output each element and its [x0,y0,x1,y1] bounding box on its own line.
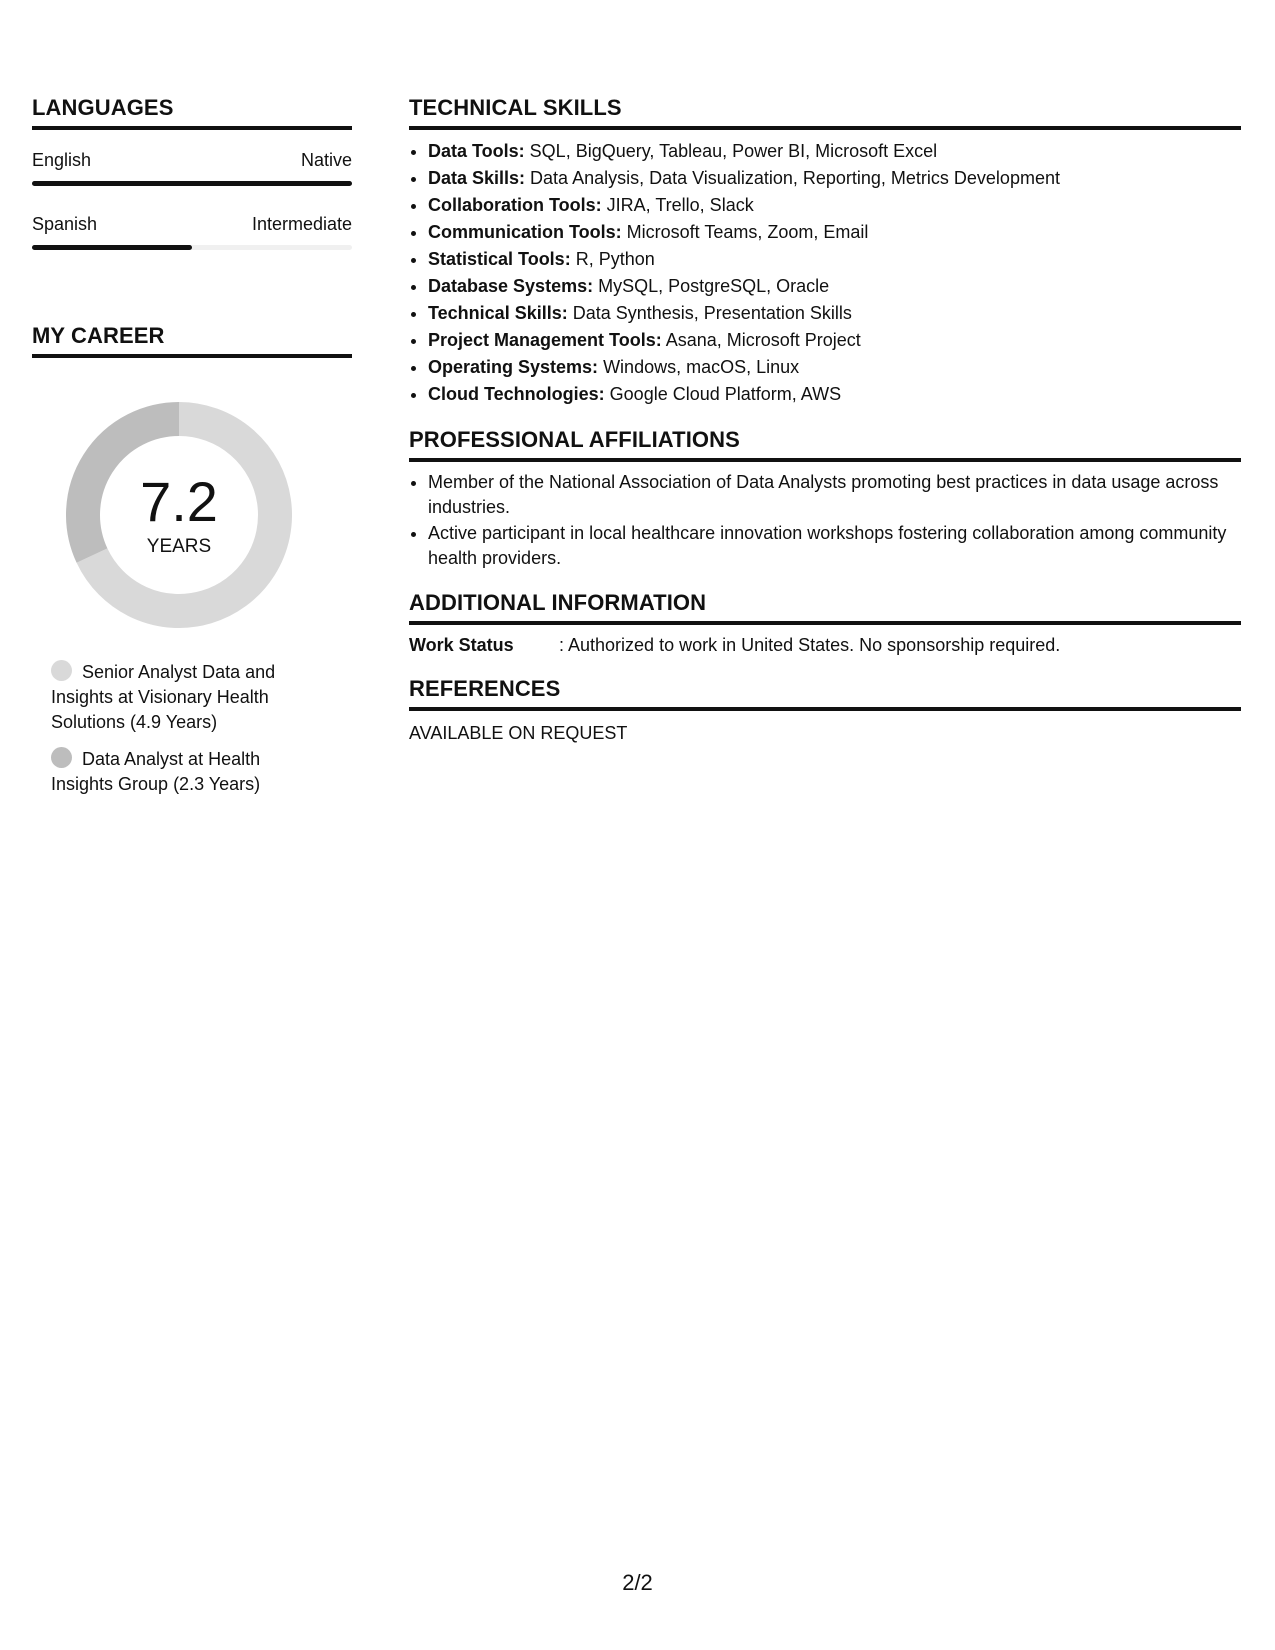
languages-section [32,94,352,250]
skill-value: Microsoft Teams, Zoom, Email [621,222,869,242]
language-item [32,212,352,250]
technical-skills-section [409,94,1241,408]
skill-value: JIRA, Trello, Slack [601,195,754,215]
page-number: 2/2 [622,1570,653,1595]
skill-value: Windows, macOS, Linux [598,357,800,377]
skill-label: Database Systems: [428,276,594,296]
skill-item [428,381,1241,408]
skill-label: Data Skills: [428,168,526,188]
career-job-label: Senior Analyst Data and Insights at Visionary Health Solutions (4.9 Years) [51,662,276,732]
skill-item [428,300,1241,327]
right-column [409,94,1241,745]
language-proficiency-bar [32,245,352,250]
career-heading: MY CAREER [32,322,352,358]
affiliation-item: • Active participant in local healthcare innovation workshops fostering collaboration among community health providers. [428,521,1241,571]
career-donut-chart [66,402,292,628]
work-status-value: : Authorized to work in United States. No sponsorship required. [559,635,1061,655]
additional-info-section [409,589,1241,657]
skill-value: Google Cloud Platform, AWS [604,384,842,404]
skill-label: Operating Systems: [428,357,599,377]
language-name: Spanish [32,214,98,234]
work-status-label: Work Status [409,635,514,655]
donut-center [66,402,292,628]
skill-item [428,165,1241,192]
career-total-years: 7.2 [140,470,218,533]
language-level: Intermediate [251,214,352,234]
language-name: English [32,150,92,170]
skill-label: Communication Tools: [428,222,622,242]
skill-value: R, Python [570,249,655,269]
skill-value: Asana, Microsoft Project [661,330,861,350]
language-item [32,148,352,186]
work-status-row [409,633,1241,657]
languages-heading: LANGUAGES [32,94,352,130]
skill-item [428,219,1241,246]
skill-item [428,246,1241,273]
affiliation-item: • Member of the National Association of Data Analysts promoting best practices in data usage across industries. [428,470,1241,520]
career-legend [32,660,352,797]
career-legend-item [51,660,301,735]
technical-skills-heading: TECHNICAL SKILLS [409,94,1241,130]
career-legend-item [51,747,301,797]
skill-item [428,354,1241,381]
affiliations-section [409,426,1241,571]
language-proficiency-fill [32,181,352,186]
skill-item [428,192,1241,219]
references-text: AVAILABLE ON REQUEST [409,723,628,743]
skill-label: Cloud Technologies: [428,384,605,404]
legend-dot-icon [51,660,72,681]
skill-label: Collaboration Tools: [428,195,602,215]
skill-label: Technical Skills: [428,303,568,323]
skill-item [428,138,1241,165]
career-total-unit: YEARS [146,536,212,557]
skill-label: Data Tools: [428,141,525,161]
skill-value: SQL, BigQuery, Tableau, Power BI, Microsoft Excel [524,141,938,161]
career-section [32,322,352,797]
skills-list [409,138,1241,408]
left-column [32,94,352,809]
legend-dot-icon [51,747,72,768]
language-level: Native [300,150,352,170]
references-section [409,675,1241,745]
affiliations-heading: PROFESSIONAL AFFILIATIONS [409,426,1241,462]
affiliations-list [409,470,1241,571]
skill-value: Data Analysis, Data Visualization, Reporting, Metrics Development [525,168,1060,188]
language-proficiency-fill [32,245,192,250]
skill-label: Statistical Tools: [428,249,571,269]
skill-item [428,273,1241,300]
language-proficiency-bar [32,181,352,186]
career-job-label: Data Analyst at Health Insights Group (2.3 Years) [51,749,261,794]
skill-label: Project Management Tools: [428,330,662,350]
references-heading: REFERENCES [409,675,1241,711]
skill-value: Data Synthesis, Presentation Skills [567,303,852,323]
skill-item [428,327,1241,354]
skill-value: MySQL, PostgreSQL, Oracle [593,276,830,296]
additional-info-heading: ADDITIONAL INFORMATION [409,589,1241,625]
